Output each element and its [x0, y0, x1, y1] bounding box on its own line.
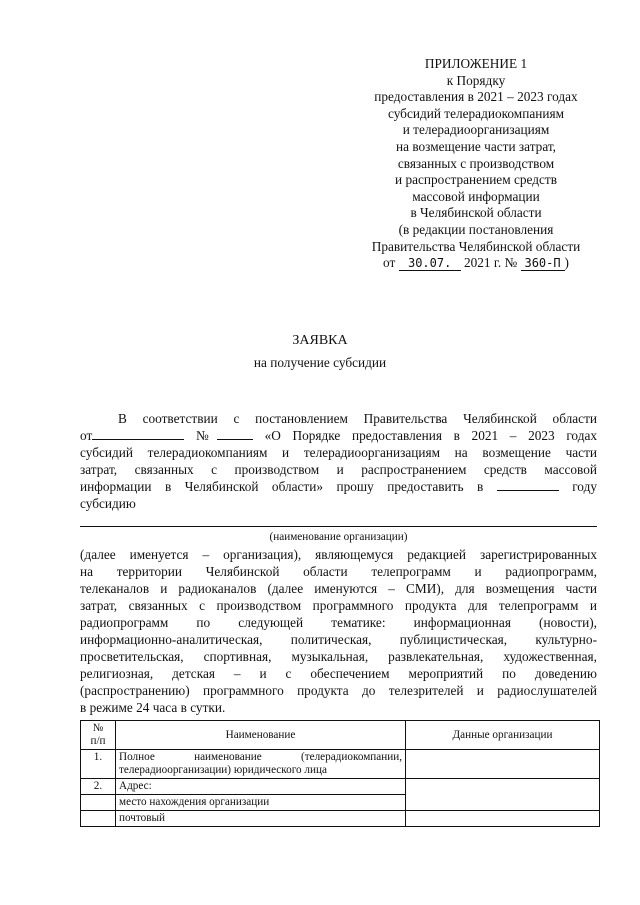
body-line: на территории Челябинской области телепрограмм и радиопрограмм,	[80, 564, 597, 579]
intro-line: субсидию	[80, 496, 136, 511]
appendix-line: к Порядку	[446, 72, 506, 88]
row-name: место нахождения организации	[116, 795, 406, 811]
body-line: религиозная, детская – и с обеспечением мероприятий по доведению	[80, 666, 597, 681]
row-data-cell[interactable]	[406, 811, 600, 827]
appendix-title: ПРИЛОЖЕНИЕ 1	[424, 56, 528, 71]
intro-line-with-blanks: от № «О Порядке предоставления в 2021 – 2023 годах	[80, 428, 598, 443]
body-line: (далее именуется – организация), являющемуся редакцией зарегистрированных	[80, 547, 597, 562]
body-line: радиопрограмм по следующей тематике: информационная (новости),	[80, 615, 597, 630]
row-data-cell[interactable]	[406, 750, 600, 779]
header-number: № п/п	[81, 721, 116, 750]
table-row	[81, 779, 600, 795]
table-row	[81, 811, 600, 827]
row-number: 2.	[81, 779, 116, 795]
appendix-line: (в редакции постановления	[398, 221, 554, 237]
appendix-line: Правительства Челябинской области	[371, 238, 581, 254]
appendix-line: предоставления в 2021 – 2023 годах	[374, 89, 578, 105]
body-line: затрат, связанных с производством программного продукта для телепрограмм и	[80, 598, 597, 613]
table-row	[81, 750, 600, 779]
resolution-number: 360-П	[521, 256, 565, 271]
document-subtitle: на получение субсидии	[253, 355, 387, 370]
row-number: 1.	[81, 750, 116, 779]
intro-line: субсидий телерадиокомпаниям и телерадиоорганизациям на возмещение части	[80, 445, 597, 460]
date-blank	[92, 427, 184, 440]
intro-line: затрат, связанных с производством и распространением средств массовой	[80, 462, 597, 477]
year-text: 2021 г. №	[463, 255, 518, 271]
row-data-cell[interactable]	[406, 779, 600, 811]
organization-name-line	[80, 526, 597, 527]
appendix-line: и телерадиоорганизациям	[402, 122, 550, 138]
header-org-data: Данные организации	[406, 721, 600, 750]
row-name: Полное наименование (телерадиокомпании, телерадиоорганизации) юридического лица	[116, 750, 406, 779]
appendix-line: и распространением средств	[395, 172, 557, 188]
intro-paragraph	[80, 410, 597, 512]
row-number	[81, 811, 116, 827]
organization-caption: (наименование организации)	[269, 531, 408, 543]
number-blank	[217, 427, 253, 440]
body-line: телеканалов и радиоканалов (далее именуются – СМИ), для возмещения части	[80, 581, 597, 596]
header-name: Наименование	[116, 721, 406, 750]
appendix-line: в Челябинской области	[410, 205, 542, 221]
appendix-line: субсидий телерадиокомпаниям	[387, 105, 564, 121]
table-header-row	[81, 721, 600, 750]
appendix-line: на возмещение части затрат,	[395, 138, 557, 154]
year-blank	[497, 478, 559, 491]
body-line: (распространению) программного продукта до телезрителей и радиослушателей	[80, 683, 597, 698]
body-line: в режиме 24 часа в сутки.	[80, 700, 226, 715]
document-title: ЗАЯВКА	[292, 333, 348, 348]
row-name: почтовый	[116, 811, 406, 827]
organization-data-table	[80, 720, 600, 827]
intro-line-year: информации в Челябинской области» прошу предоставить в году	[80, 479, 597, 494]
appendix-line: массовой информации	[412, 188, 540, 204]
appendix-header	[345, 56, 607, 272]
row-name: Адрес:	[116, 779, 406, 795]
resolution-date-line	[345, 255, 607, 272]
body-line: информационно-аналитическая, политическая, публицистическая, культурно-	[80, 632, 597, 647]
intro-line: В соответствии с постановлением Правительства Челябинской области	[118, 411, 597, 426]
appendix-line: связанных с производством	[397, 155, 555, 171]
resolution-date: 30.07.	[399, 256, 461, 271]
body-paragraph	[80, 546, 597, 716]
date-prefix: от	[383, 255, 396, 271]
body-line: просветительская, спортивная, музыкальная, развлекательная, художественная,	[80, 649, 597, 664]
closing-paren: )	[564, 255, 569, 271]
row-number	[81, 795, 116, 811]
